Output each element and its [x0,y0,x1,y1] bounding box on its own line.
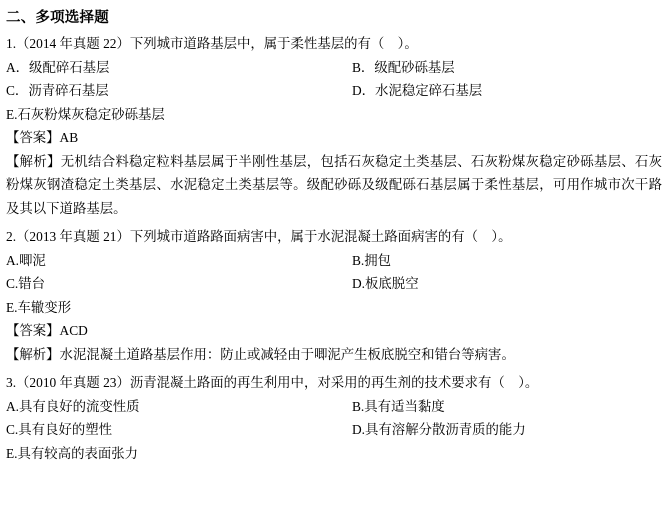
option-row [6,79,662,103]
question-block-3 [6,371,662,465]
option-row [6,418,662,442]
option-b: B.拥包 [352,252,392,268]
question-stem: 1.（2014 年真题 22）下列城市道路基层中，属于柔性基层的有（ ）。 [6,36,418,51]
explanation-text: 【解析】无机结合料稳定粒料基层属于半刚性基层，包括石灰稳定土类基层、石灰粉煤灰稳定砂砾基层、石灰粉煤灰钢渣稳定土类基层、水泥稳定土类基层等。级配砂砾及级配砾石基层属于柔性基层，可用作城市次干路及其以下道路基层。 [6,153,662,216]
question-stem: 3.（2010 年真题 23）沥青混凝土路面的再生利用中，对采用的再生剂的技术要求有（ ）。 [6,375,539,390]
option-row [6,249,662,273]
explanation-text: 【解析】水泥混凝土道路基层作用：防止或减轻由于唧泥产生板底脱空和错台等病害。 [6,346,515,362]
option-row [6,395,662,419]
option-c: C.错台 [6,276,46,291]
answer-line: 【答案】ACD [6,323,88,338]
option-c: C．沥青碎石基层 [6,83,109,98]
document-page [0,6,668,513]
question-block-1 [6,32,662,220]
option-c: C.具有良好的塑性 [6,422,113,437]
option-d: D．水泥稳定碎石基层 [352,83,483,98]
option-e: E.石灰粉煤灰稳定砂砾基层 [6,106,165,122]
question-block-2 [6,225,662,366]
option-row [6,272,662,296]
answer-line: 【答案】AB [6,130,79,145]
question-stem: 2.（2013 年真题 21）下列城市道路路面病害中，属于水泥混凝土路面病害的有（ ）。 [6,229,512,244]
option-e: E.具有较高的表面张力 [6,445,139,461]
option-a: A．级配碎石基层 [6,59,110,75]
option-a: A.唧泥 [6,252,46,268]
option-row [6,56,662,80]
option-d: D.板底脱空 [352,276,419,291]
option-b: B.具有适当黏度 [352,398,445,414]
option-d: D.具有溶解分散沥青质的能力 [352,422,526,437]
option-a: A.具有良好的流变性质 [6,398,140,414]
section-title: 二、多项选择题 [6,10,109,26]
option-b: B．级配砂砾基层 [352,59,455,75]
option-e: E.车辙变形 [6,299,72,315]
